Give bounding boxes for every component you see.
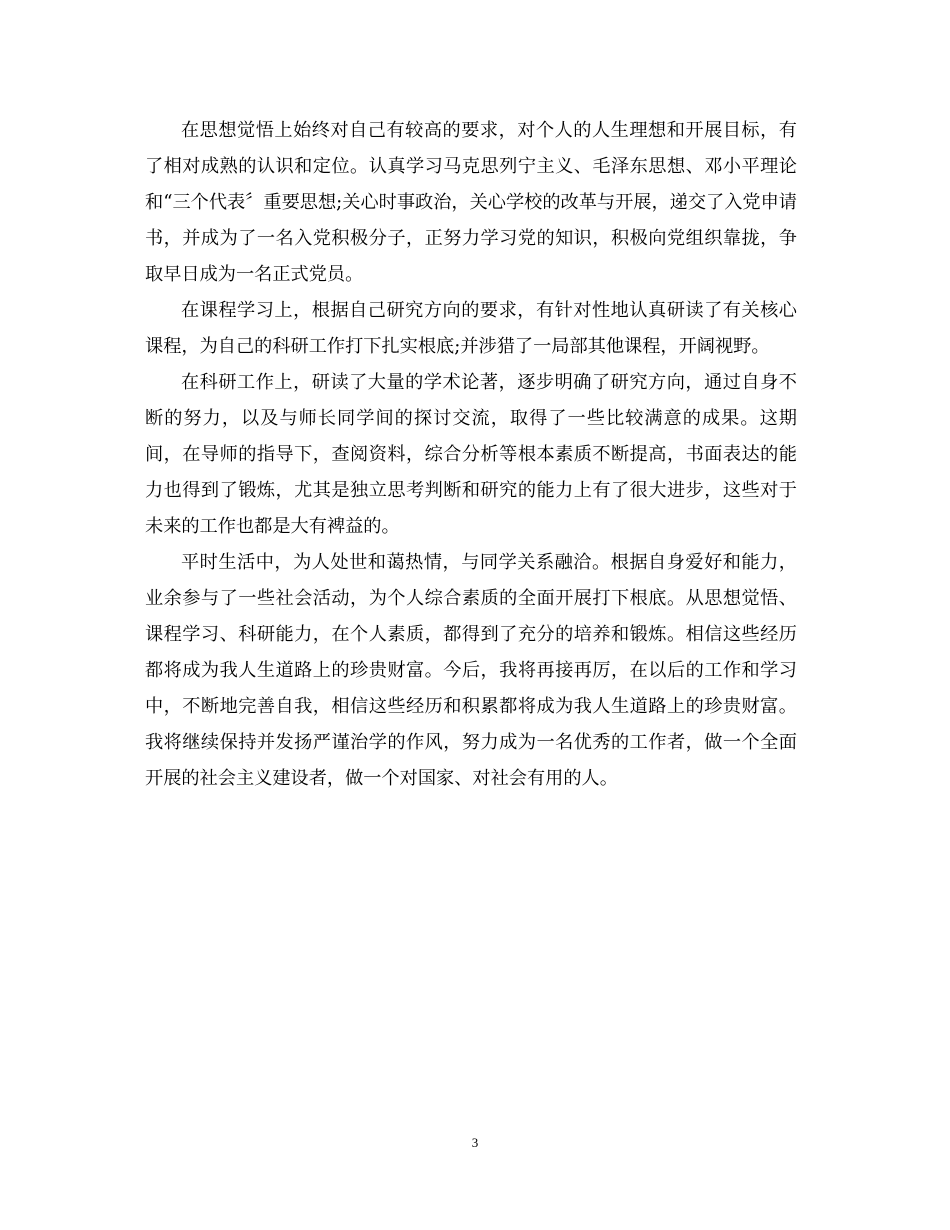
paragraph-life: 平时生活中，为人处世和蔼热情，与同学关系融洽。根据自身爱好和能力，业余参与了一些社会活动，为个人综合素质的全面开展打下根底。从思想觉悟、课程学习、科研能力，在个人素质，都得到了充分的培养和锻炼。相信这些经历都将成为我人生道路上的珍贵财富。今后，我将再接再厉，在以后的工作和学习中，不断地完善自我，相信这些经历和积累都将成为我人生道路上的珍贵财富。我将继续保持并发扬严谨治学的作风，努力成为一名优秀的工作者，做一个全面开展的社会主义建设者，做一个对国家、对社会有用的人。 — [145, 552, 797, 789]
paragraph-research: 在科研工作上，研读了大量的学术论著，逐步明确了研究方向，通过自身不断的努力，以及与师长同学间的探讨交流，取得了一些比较满意的成果。这期间，在导师的指导下，查阅资料，综合分析等根本素质不断提高，书面表达的能力也得到了锻炼，尤其是独立思考判断和研究的能力上有了很大进步，这些对于未来的工作也都是大有裨益的。 — [145, 372, 797, 537]
paragraph-coursework: 在课程学习上，根据自己研究方向的要求，有针对性地认真研读了有关核心课程，为自己的科研工作打下扎实根底;并涉猎了一局部其他课程，开阔视野。 — [145, 300, 797, 357]
document-body — [145, 113, 797, 797]
paragraph-thought: 在思想觉悟上始终对自己有较高的要求，对个人的人生理想和开展目标，有了相对成熟的认识和定位。认真学习马克思列宁主义、毛泽东思想、邓小平理论和“三个代表〞重要思想;关心时事政治，关心学校的改革与开展，递交了入党申请书，并成为了一名入党积极分子，正努力学习党的知识，积极向党组织靠拢，争取早日成为一名正式党员。 — [145, 120, 797, 285]
page-number: 3 — [471, 1135, 479, 1150]
